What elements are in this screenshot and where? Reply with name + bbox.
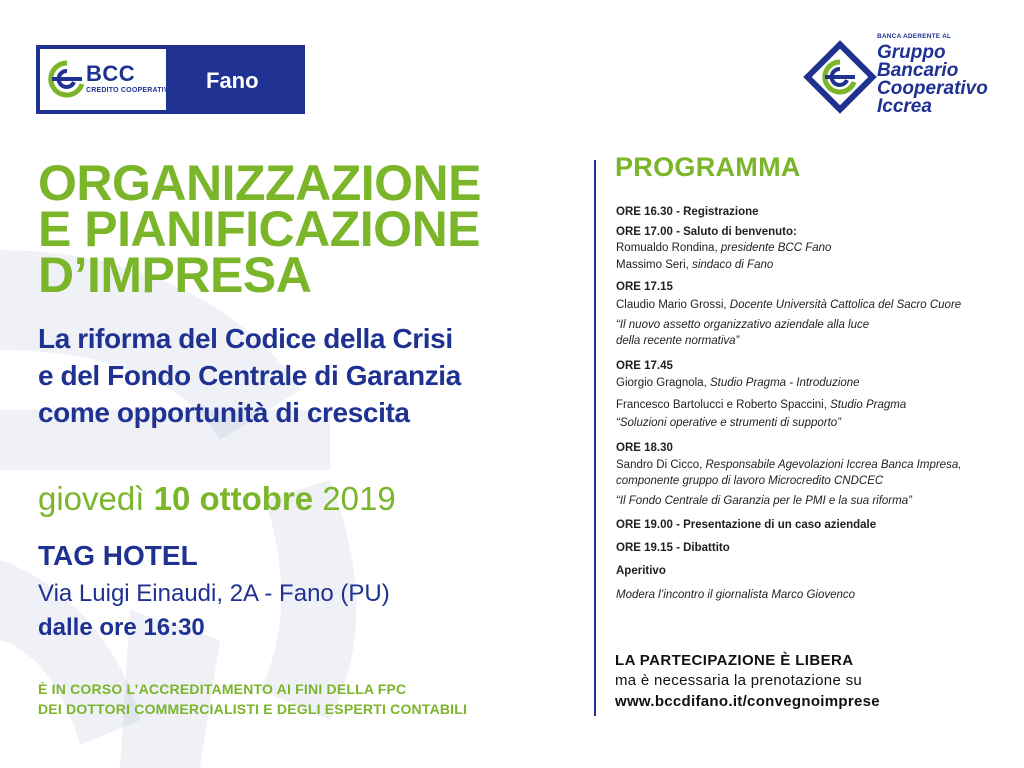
speaker-name: Romualdo Rondina,	[616, 242, 718, 254]
program-line	[616, 458, 961, 472]
event-subtitle-line-3: come opportunità di crescita	[38, 397, 410, 428]
group-caption: BANCA ADERENTE AL	[877, 33, 952, 40]
speaker-name: Giorgio Gragnola,	[616, 377, 707, 389]
speaker-name: Claudio Mario Grossi,	[616, 299, 727, 311]
program-line: ORE 17.45	[616, 360, 673, 372]
group-line-4: Iccrea	[877, 96, 932, 117]
program-line	[616, 241, 831, 255]
group-line-3: Cooperativo	[877, 78, 988, 99]
event-weekday: giovedì	[38, 480, 145, 517]
program-title: PROGRAMMA	[615, 152, 801, 182]
talk-title: “Soluzioni operative e strumenti di supporto”	[616, 417, 842, 429]
speaker-role: sindaco di Fano	[692, 259, 774, 271]
iccrea-diamond-icon	[803, 40, 877, 114]
event-title-line-1: ORGANIZZAZIONE	[38, 155, 481, 211]
program-line: Aperitivo	[616, 565, 666, 577]
speaker-name: Sandro Di Cicco,	[616, 459, 703, 471]
talk-title: “Il nuovo assetto organizzativo aziendale alla luce	[616, 319, 870, 331]
speaker-name: Massimo Seri,	[616, 259, 689, 271]
program-line: ORE 18.30	[616, 442, 673, 454]
program-line: ORE 17.00 - Saluto di benvenuto:	[616, 226, 797, 238]
participation-free: LA PARTECIPAZIONE È LIBERA	[615, 652, 854, 669]
booking-url-link[interactable]: www.bccdifano.it/convegnoimprese	[615, 693, 880, 710]
event-subtitle-line-1: La riforma del Codice della Crisi	[38, 323, 453, 354]
speaker-name: Francesco Bartolucci e Roberto Spaccini,	[616, 399, 827, 411]
speaker-role: Studio Pragma - Introduzione	[709, 377, 860, 389]
event-start-time: dalle ore 16:30	[38, 614, 205, 641]
group-line-2: Bancario	[877, 60, 959, 81]
program-line	[616, 258, 773, 272]
venue-name: TAG HOTEL	[38, 540, 198, 571]
speaker-role: presidente BCC Fano	[720, 242, 832, 254]
event-year: 2019	[322, 480, 396, 517]
program-line	[616, 298, 961, 312]
program-line: ORE 16.30 - Registrazione	[616, 206, 759, 218]
program-line: ORE 19.15 - Dibattito	[616, 542, 730, 554]
program-line: ORE 19.00 - Presentazione di un caso aziendale	[616, 519, 877, 531]
event-title-line-2: E PIANIFICAZIONE	[38, 201, 481, 257]
event-title-line-3: D’IMPRESA	[38, 247, 312, 303]
speaker-role: Docente Università Cattolica del Sacro Cuore	[729, 299, 962, 311]
branch-name: Fano	[206, 68, 259, 93]
group-line-1: Gruppo	[877, 42, 946, 63]
moderator-note: Modera l’incontro il giornalista Marco Giovenco	[616, 589, 856, 601]
accreditation-line-2: DEI DOTTORI COMMERCIALISTI E DEGLI ESPERTI CONTABILI	[38, 701, 468, 717]
program-line	[616, 376, 860, 390]
program-line	[616, 398, 906, 412]
accreditation-line-1: È IN CORSO L’ACCREDITAMENTO AI FINI DELLA FPC	[38, 681, 407, 697]
event-day-month: 10 ottobre	[153, 480, 314, 517]
program-line: ORE 17.15	[616, 281, 673, 293]
event-subtitle-line-2: e del Fondo Centrale di Garanzia	[38, 360, 461, 391]
speaker-role: Responsabile Agevolazioni Iccrea Banca Impresa,	[705, 459, 962, 471]
venue-address: Via Luigi Einaudi, 2A - Fano (PU)	[38, 580, 390, 607]
bcc-mark-icon	[48, 60, 86, 98]
bcc-subtitle: CREDITO COOPERATIVO	[86, 87, 175, 94]
talk-title: della recente normativa”	[616, 335, 740, 347]
talk-title: “Il Fondo Centrale di Garanzia per le PMI e la sua riforma”	[616, 495, 912, 507]
speaker-role: Studio Pragma	[830, 399, 907, 411]
speaker-role: componente gruppo di lavoro Microcredito CNDCEC	[616, 475, 884, 487]
column-divider	[594, 160, 596, 716]
bcc-wordmark: BCC	[86, 61, 136, 86]
participation-booking: ma è necessaria la prenotazione su	[615, 672, 863, 689]
event-date	[38, 480, 396, 518]
